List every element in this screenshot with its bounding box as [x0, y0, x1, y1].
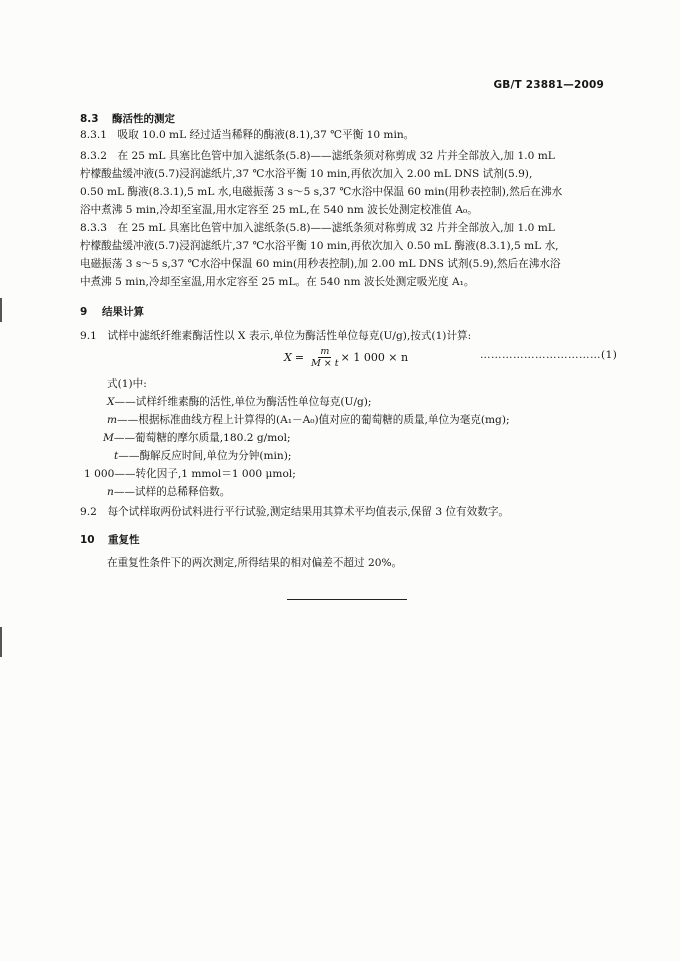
section-number: 8.3: [80, 113, 99, 125]
standard-number: GB/T 23881—2009: [493, 79, 604, 91]
paragraph-8-3-3-line: 中煮沸 5 min,冷却至室温,用水定容至 25 mL。在 540 nm 波长处测定吸光度 A₁。: [80, 276, 475, 288]
paragraph-8-3-2-line: 柠檬酸盐缓冲液(5.7)浸润滤纸片,37 ℃水浴平衡 10 min,再依次加入 2.00 mL DNS 试剂(5.9),: [80, 168, 533, 180]
paragraph-8-3-3-line: 8.3.3 在 25 mL 具塞比色管中加入滤纸条(5.8)——滤纸条须对称剪成 32 片并全部放入,加 1.0 mL: [80, 222, 555, 234]
section-9-heading: [80, 304, 144, 319]
definition-t: t——酶解反应时间,单位为分钟(min);: [114, 450, 292, 462]
definition-molar-mass: M——葡萄糖的摩尔质量,180.2 g/mol;: [103, 432, 291, 444]
paragraph-9-1: 9.1 试样中滤纸纤维素酶活性以 X 表示,单位为酶活性单位每克(U/g),按式(1)计算:: [80, 330, 472, 342]
section-number: 10: [80, 534, 95, 546]
formula-1: [284, 346, 408, 369]
paragraph-8-3-3-line: 柠檬酸盐缓冲液(5.7)浸润滤纸片,37 ℃水浴平衡 10 min,再依次加入 0.50 mL 酶液(8.3.1),5 mL 水,: [80, 240, 559, 252]
paragraph-10: 在重复性条件下的两次测定,所得结果的相对偏差不超过 20%。: [107, 557, 403, 569]
paragraph-8-3-3-line: 电磁振荡 3 s～5 s,37 ℃水浴中保温 60 min(用秒表控制),加 2.00 mL DNS 试剂(5.9),然后在沸水浴: [80, 258, 561, 270]
definition-n: n——试样的总稀释倍数。: [107, 486, 231, 498]
formula-denominator: M × t: [311, 358, 339, 369]
section-title: 重复性: [108, 534, 140, 546]
definition-1000: 1 000——转化因子,1 mmol＝1 000 μmol;: [84, 468, 296, 480]
formula-rhs: × 1 000 × n: [340, 351, 409, 364]
paragraph-8-3-2-line: 浴中煮沸 5 min,冷却至室温,用水定容至 25 mL,在 540 nm 波长处测定校准值 A₀。: [80, 204, 478, 216]
section-title: 酶活性的测定: [112, 113, 175, 125]
section-8-3-heading: [80, 111, 175, 126]
scan-mark: [0, 627, 2, 657]
scan-mark: [0, 298, 2, 322]
end-rule: [287, 599, 407, 600]
definition-x: X——试样纤维素酶的活性,单位为酶活性单位每克(U/g);: [107, 396, 372, 408]
section-number: 9: [80, 306, 88, 318]
formula-lhs: X: [284, 351, 292, 364]
formula-fraction: [311, 346, 339, 369]
section-10-heading: [80, 532, 140, 547]
definition-m: m——根据标准曲线方程上计算得的(A₁－A₀)值对应的葡萄糖的质量,单位为毫克(mg);: [107, 414, 510, 426]
where-label: 式(1)中:: [107, 378, 147, 390]
formula-numerator: m: [320, 346, 330, 357]
paragraph-9-2: 9.2 每个试样取两份试料进行平行试验,测定结果用其算术平均值表示,保留 3 位有效数字。: [80, 506, 510, 518]
paragraph-8-3-1: 8.3.1 吸取 10.0 mL 经过适当稀释的酶液(8.1),37 ℃平衡 10 min。: [80, 129, 415, 141]
paragraph-8-3-2-line: 0.50 mL 酶液(8.3.1),5 mL 水,电磁振荡 3 s～5 s,37 ℃水浴中保温 60 min(用秒表控制),然后在沸水: [80, 186, 563, 198]
paragraph-8-3-2-line: 8.3.2 在 25 mL 具塞比色管中加入滤纸条(5.8)——滤纸条须对称剪成 32 片并全部放入,加 1.0 mL: [80, 150, 555, 162]
section-title: 结果计算: [102, 306, 144, 318]
formula-number: ……………………………(1): [480, 349, 618, 361]
formula-equals: =: [294, 351, 305, 364]
